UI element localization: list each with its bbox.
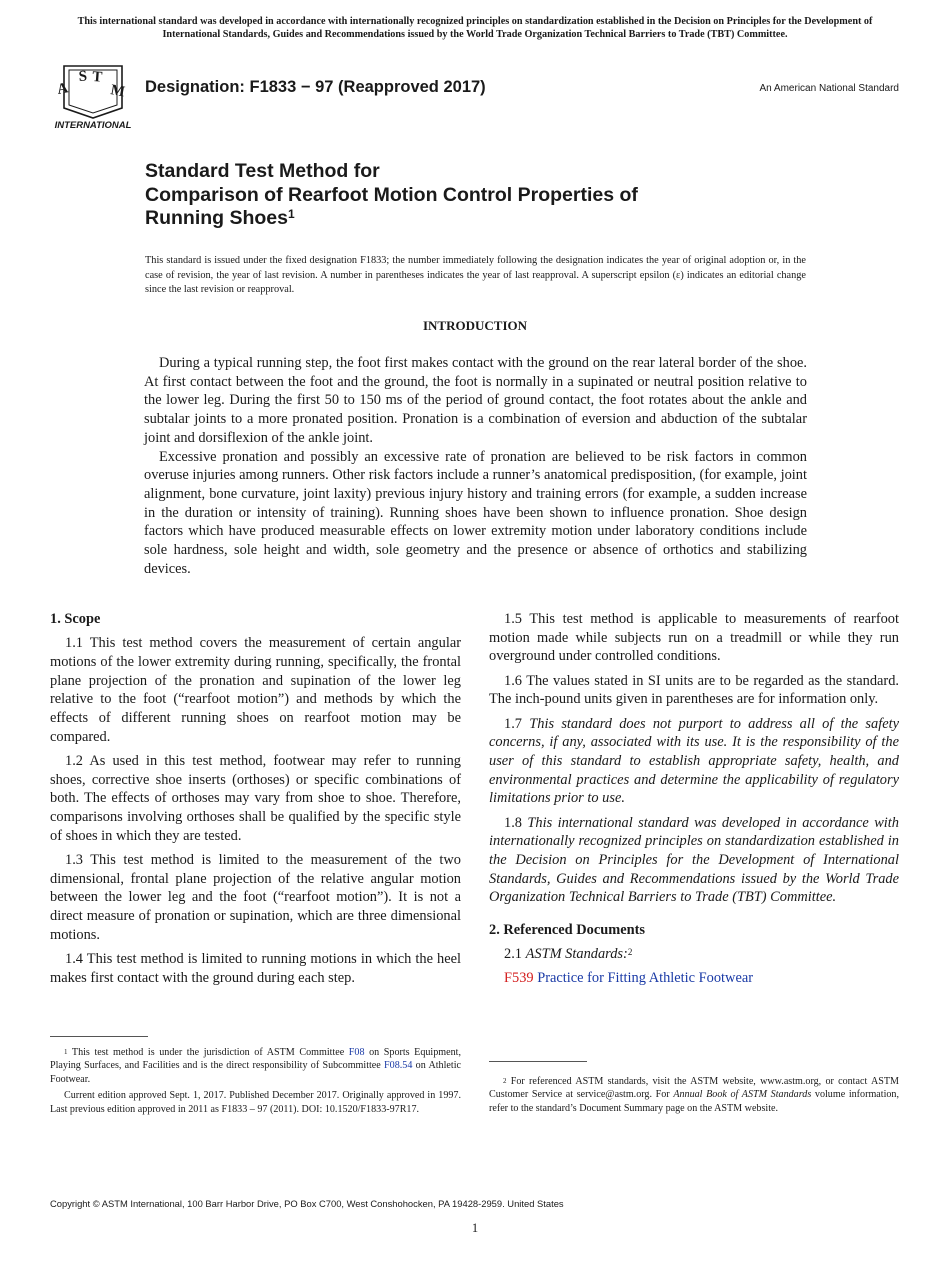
svg-text:A: A	[55, 80, 70, 98]
paragraph-1-6: 1.6 The values stated in SI units are to be regarded as the standard. The inch-pound units given in parentheses are for information only.	[489, 672, 899, 708]
introduction-paragraph-2: Excessive pronation and possibly an excessive rate of pronation are believed to be risk factors in common overuse injuries among runners. Other risk factors include a runner’s anatomical predisposition, (for example, joint alignment, bone curvature, joint laxity) previous injury history and training errors (for example, a sudden increase in the duration or intensity of training). Running shoes have been shown to influence pronation. Shoe design factors which have produced measurable effects on lower extremity motion under laboratory conditions include sole hardness, sole height and width, sole geometry and the presence or absence of orthotics and stabilizing devices.	[144, 448, 807, 577]
footnote-2: $^2$ For referenced ASTM standards, visit the ASTM website, www.astm.org, or contact ASTM Customer Service at service@astm.org. For Annual Book of ASTM Standards volume information, refer to the standard’s Document Summary page on the ASTM website.	[489, 1076, 900, 1114]
svg-text:S: S	[78, 68, 88, 85]
introduction-body	[144, 354, 807, 578]
section-1-heading: 1. Scope	[50, 611, 101, 627]
svg-text:M: M	[109, 82, 127, 101]
american-national-standard-label: An American National Standard	[759, 83, 899, 94]
section-2-heading: 2. Referenced Documents	[489, 922, 645, 939]
document-title	[145, 160, 845, 231]
paragraph-1-1: 1.1 This test method covers the measurement of certain angular motions of the lower extremity during running, specifically, the frontal plane projection of the pronation and supination of the lower leg relative to the foot (“rearfoot motion”) and methods by which the effects of different running shoes on rearfoot motion may be compared.	[50, 635, 461, 745]
footnote-1-edition: Current edition approved Sept. 1, 2017. Published December 2017. Originally approved in 1997. Last previous edition approved in 2011 as F1833 – 97 (2011). DOI: 10.1520/F1833-97R17.	[50, 1090, 461, 1115]
footnote-1-jurisdiction: $^1$ This test method is under the jurisdiction of ASTM Committee F08 on Sports Equipment, Playing Surfaces, and Facilities and is the direct responsibility of Subcommittee F08.54 on Athletic Footwear.	[50, 1047, 461, 1085]
svg-text:INTERNATIONAL: INTERNATIONAL	[54, 120, 132, 131]
paragraph-1-2: 1.2 As used in this test method, footwear may refer to running shoes, corrective shoe inserts (orthoses) or specific combinations of both. The effects of orthoses may vary from shoe to shoe. Therefore, comparisons involving orthoses shall be qualified by the specific style of shoes in which they are tested.	[50, 752, 461, 844]
paragraph-1-7: 1.7 This standard does not purport to address all of the safety concerns, if any, associated with its use. It is the responsibility of the user of this standard to establish appropriate safety, health, and environmental practices and determine the applicability of regulatory limitations prior to use.	[489, 715, 899, 807]
footnote-divider-right	[489, 1061, 587, 1062]
designation: Designation: F1833 − 97 (Reapproved 2017)	[145, 78, 486, 96]
paragraph-1-3: 1.3 This test method is limited to the measurement of the two dimensional, frontal plane projection of the relative angular motion between the lower leg and the foot (“rearfoot motion”). It is not a direct measure of pronation or supination, which are three dimensional motions.	[50, 851, 461, 943]
left-column	[50, 610, 461, 993]
reference-f539[interactable]	[489, 969, 899, 988]
subsection-2-1: 2.1 ASTM Standards:$^2$	[504, 946, 633, 963]
title-line-2: Comparison of Rearfoot Motion Control Properties of	[145, 183, 638, 206]
copyright-line: Copyright © ASTM International, 100 Barr Harbor Drive, PO Box C700, West Conshohocken, PA 19428-2959. United States	[50, 1198, 564, 1209]
page-number: 1	[471, 1221, 479, 1235]
title-line-3: Running Shoes$^1$	[145, 207, 295, 229]
title-line-1: Standard Test Method for	[145, 160, 380, 182]
introduction-heading: INTRODUCTION	[422, 318, 527, 333]
svg-text:T: T	[91, 69, 103, 86]
right-column	[489, 610, 899, 988]
committee-f08-link[interactable]: F08	[348, 1047, 365, 1058]
footnote-divider-left	[50, 1036, 148, 1037]
subcommittee-f08-54-link[interactable]: F08.54	[384, 1060, 413, 1072]
introduction-paragraph-1: During a typical running step, the foot first makes contact with the ground on the rear lateral border of the shoe. At first contact between the foot and the ground, the foot is normally in a supinated or neutral position relative to the lower leg. During the first 50 to 150 ms of the period of ground contact, the foot rotates about the ankle and subtalar joints to a more pronated position. Pronation is a combination of eversion and abduction of the subtalar joint and dorsiflexion of the ankle joint.	[144, 355, 807, 446]
reference-title-link[interactable]: Practice for Fitting Athletic Footwear	[537, 970, 754, 987]
reference-code-link[interactable]: F539	[504, 970, 534, 987]
title-footnote-marker: 1	[288, 207, 295, 221]
astm-logo	[52, 56, 134, 132]
paragraph-1-5: 1.5 This test method is applicable to measurements of rearfoot motion made while subjects run on a treadmill or while they run overground under controlled conditions.	[489, 611, 899, 665]
paragraph-1-8: 1.8 This international standard was developed in accordance with internationally recognized principles on standardization established in the Decision on Principles for the Development of International Standards, Guides and Recommendations issued by the World Trade Organization Technical Barriers to Trade (TBT) Committee.	[489, 814, 899, 906]
paragraph-1-4: 1.4 This test method is limited to running motions in which the heel makes first contact with the ground during each step.	[50, 950, 461, 986]
standardization-notice: This international standard was developed in accordance with internationally recognized principles on standardization established in the Decision on Principles for the Development of International Standards, Guides and Recommendations issued by the World Trade Organization Technical Barriers to Trade (TBT) Committee.	[77, 16, 873, 40]
issued-note: This standard is issued under the fixed designation F1833; the number immediately following the designation indicates the year of original adoption or, in the case of revision, the year of last revision. A number in parentheses indicates the year of last reapproval. A superscript epsilon (ε) indicates an editorial change since the last revision or reapproval.	[145, 255, 806, 295]
footnote-1	[50, 1046, 461, 1119]
